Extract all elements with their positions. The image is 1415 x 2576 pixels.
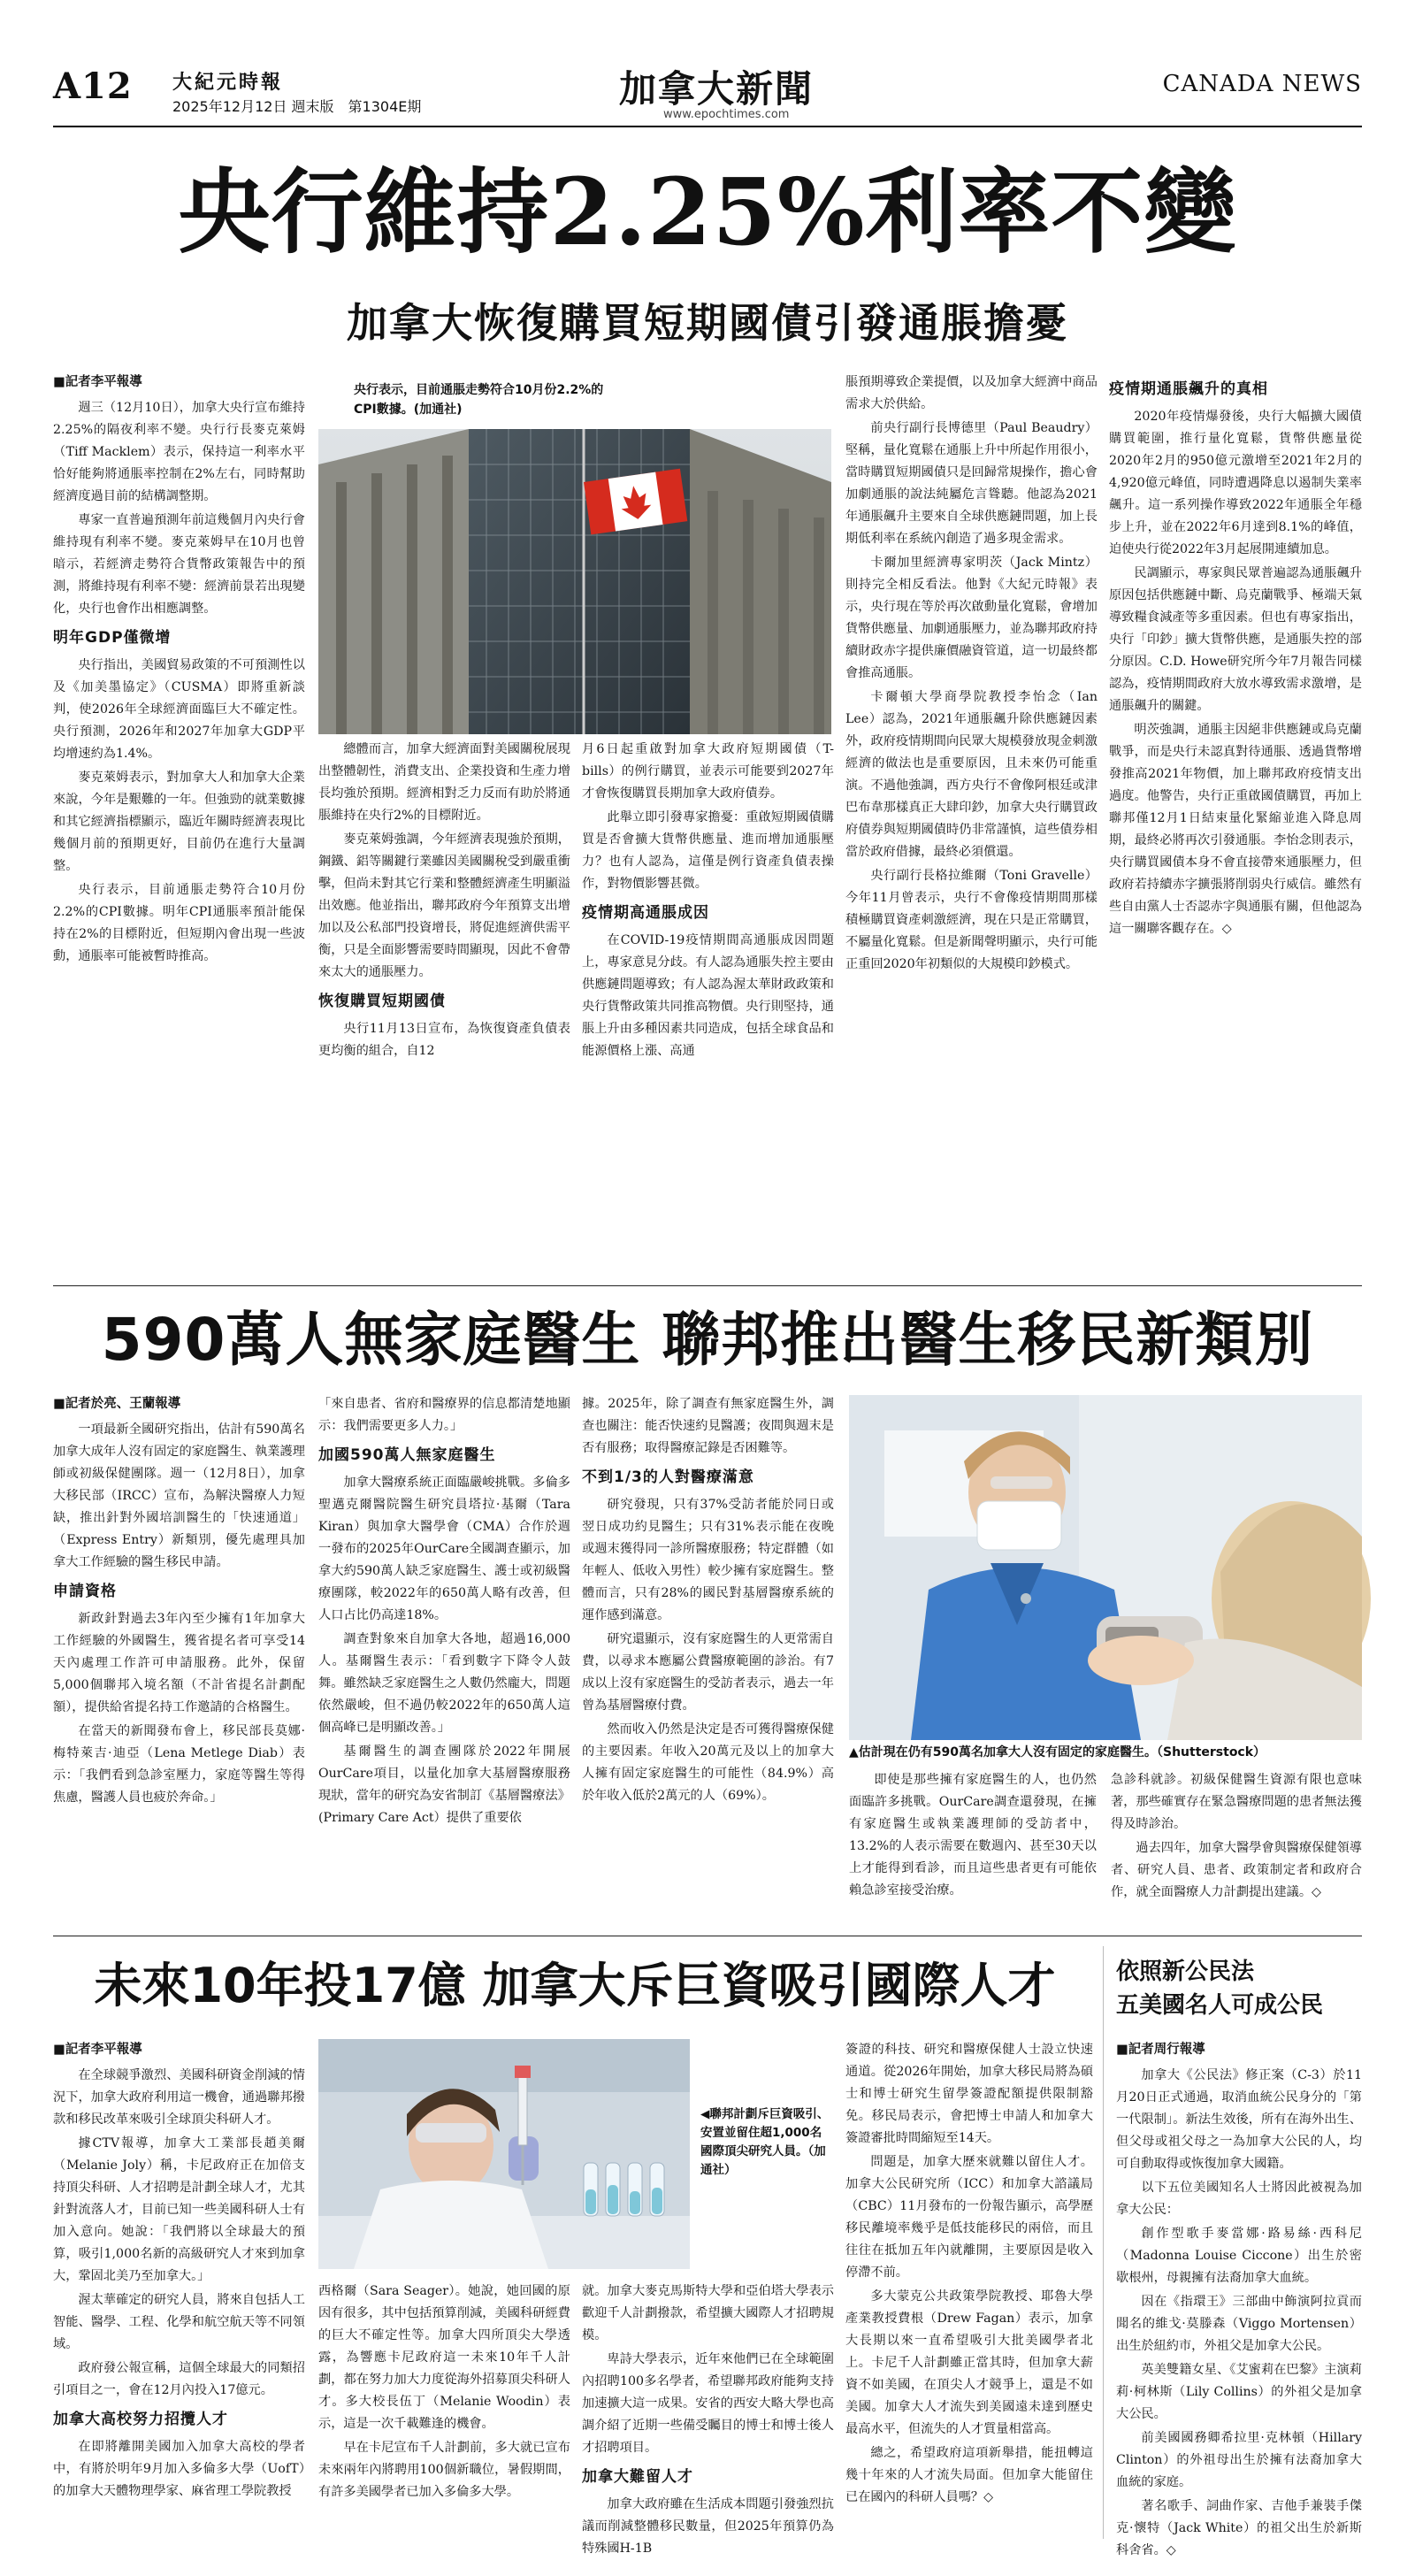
- lab-researcher-photo: [318, 2039, 690, 2269]
- byline: ■記者周行報導: [1116, 2043, 1205, 2057]
- site-url: www.epochtimes.com: [663, 108, 790, 121]
- masthead-rule: [53, 126, 1362, 127]
- a3-col4: 簽證的科技、研究和醫療保健人士設立快速通道。從2026年開始，加拿大移民局將為碩士和博士研究生留學簽證配額提供限制豁免。移民局表示，會把博士申請人和加拿大簽證審批時間縮短至14天。 問題是，加拿大歷來就難以留住人才。加拿大公民研究所（ICC）和加拿大諮議局（CBC）11月發布的一份報告顯示，高學歷移民離境率幾乎是低技能移民的兩倍，而且往往在抵加五年內就離開，主要原因是收入停滯不前。 多大蒙克公共政策學院教授、耶魯大學產業教授費根（Drew Fagan）表示，加拿大長期以來一直希望吸引大批美國學者北上。卡尼千人計劃雖正當其時，但加拿大薪資不如美國，在頂尖人才競爭上，還是不如美國。加拿大人才流失到美國遠未達到歷史最高水平，但流失的人才質量相當高。 總之，希望政府這項新舉措，能扭轉這幾十年來的人才流失局面。但加拿大能留住已在國內的科研人員嗎？◇: [845, 2043, 1093, 2504]
- subheading: 恢復購買短期國債: [318, 993, 446, 1010]
- headline-line: 依照新公民法: [1116, 1959, 1255, 1985]
- photo-caption: ▲估計現在仍有590萬名加拿大人沒有固定的家庭醫生。（Shutterstock）: [849, 1745, 1266, 1760]
- a1-col5: 疫情期通脹飆升的真相 2020年疫情爆發後，央行大幅擴大國債購買範圍，推行量化寬鬆，貨幣供應量從2020年2月的950億元激增至2021年2月的4,920億元峰值，同時遭遇降息以遏制失業率飆升。這一系列操作導致2022年通脹全年穩步上升，並在2022年6月達到8.1%的峰值，迫使央行從2022年3月起展開連續加息。 民調顯示，專家與民眾普遍認為通脹飆升原因包括供應鏈中斷、烏克蘭戰爭、極端天氣導致糧食減產等多重因素。但也有專家指出，央行「印鈔」擴大貨幣供應，是通脹失控的部分原因。C.D. Howe研究所今年7月報告同樣認為，疫情期間政府大放水導致需求激增，是通脹飆升的關鍵。 明茨強調，通脹主因絕非供應鏈或烏克蘭戰爭，而是央行未認真對待通脹、透過貨幣增發推高2021年物價，加上聯邦政府疫情支出過度。他警告，央行正重啟國債購買，再加上聯邦僅12月1日結束量化緊縮並進入降息周期，最終必將再次引發通脹。李怡念則表示，央行購買國債本身不會直接帶來通脹壓力，但政府若持續赤字擴張將削弱央行威信。雖然有些自由黨人士否認赤字與通脹有關，但他認為這一關聯客觀存在。◇: [1109, 380, 1362, 936]
- column-divider: [1103, 1946, 1104, 2539]
- section-rule: [53, 1285, 1362, 1286]
- a1-col4: 脹預期導致企業提價，以及加拿大經濟中商品需求大於供給。 前央行副行長博德里（Paul Beaudry）堅稱，量化寬鬆在通脹上升中所起作用很小，當時購買短期國債只是回歸常規操作，擔心會加劇通脹的說法純屬危言聳聽。他認為2021年通脹飆升主要來自全球供應鏈問題，加上長期低利率在系統內創造了過多現金需求。 卡爾加里經濟專家明茨（Jack Mintz）則持完全相反看法。他對《大紀元時報》表示，央行現在等於再次啟動量化寬鬆，會增加貨幣供應量、加劇通脹壓力，並為聯邦政府持續財政赤字提供廉價融資管道，這一切最終都會推高通脹。 卡爾頓大學商學院教授李怡念（Ian Lee）認為，2021年通脹飆升除供應鏈因素外，政府疫情期間向民眾大規模發放現金刺激經濟的做法也是重要原因，且未來仍可能重演。不過他強調，西方央行不會像阿根廷或津巴布韋那樣真正大肆印鈔，加拿大央行購買政府債券與短期國債時仍非常謹慎，這些債券相當於政府借據，最終必須償還。 央行副行長格拉維爾（Toni Gravelle）今年11月曾表示，央行不會像疫情期間那樣積極購買資產刺激經濟，現在只是正常購買，不屬量化寬鬆。但是新聞聲明顯示，央行可能正重回2020年初類似的大規模印鈔模式。: [845, 375, 1098, 971]
- masthead: [53, 53, 1362, 124]
- date-line: 2025年12月12日 週末版 第1304E期: [172, 98, 422, 115]
- headline-citizenship: [1116, 1955, 1362, 2022]
- a3-col1: ■記者李平報導 在全球競爭激烈、美國科研資金削減的情況下，加拿大政府利用這一機會，通過聯邦撥款和移民改革來吸引全球頂尖科研人才。 據CTV報導，加拿大工業部長趙美爾（Melanie Joly）稱，卡尼政府正在加倍支持頂尖科研、人才招聘是計劃全球人才，尤其針對流落人才，目前已知一些美國科研人士有加入意向。她說：「我們將以全球最大的預算，吸引1,000名新的高級研究人才來到加拿大，鞏固北美乃至加拿大。」 渥太華確定的研究人員，將來自包括人工智能、醫學、工程、化學和航空航天等不同領域。 政府發公報宣稱，這個全球最大的同類招引項目之一，會在12月內投入17億元。 加拿大高校努力招攬人才 在即將離開美國加入加拿大高校的學者中，有將於明年9月加入多倫多大學（UofT）的加拿大天體物理學家、麻省理工學院教授: [53, 2039, 305, 2534]
- subheading: 不到1/3的人對醫療滿意: [582, 1468, 754, 1486]
- a2-col1: ■記者於亮、王蘭報導 一項最新全國研究指出，估計有590萬名加拿大成年人沒有固定的家庭醫生、執業護理師或初級保健團隊。週一（12月8日），加拿大移民部（IRCC）宣布，為解決醫療人力短缺，推出針對外國培訓醫生的「快速通道」（Express Entry）新類別，優先處理具加拿大工作經驗的醫生移民申請。 申請資格 新政針對過去3年內至少擁有1年加拿大工作經驗的外國醫生，獲省提名者可享受14天內處理工作許可申請服務。此外，保留5,000個聯邦入境名額（不計省提名計劃配額），提供給省提名持工作邀請的合格醫生。 在當天的新聞發布會上，移民部長莫娜·梅特萊吉·迪亞（Lena Metlege Diab）表示：「我們看到急診室壓力，家庭等醫生等得焦慮，醫護人員也疲於奔命。」: [53, 1393, 305, 1924]
- subheading: 疫情期通脹飆升的真相: [1109, 380, 1268, 398]
- subheading: 加國590萬人無家庭醫生: [318, 1446, 496, 1464]
- subhead-rate: 加拿大恢復購買短期國債引發通脹擔憂: [347, 299, 1068, 347]
- byline: ■記者於亮、王蘭報導: [53, 1397, 181, 1411]
- a3-col3: 就。加拿大麥克馬斯特大學和亞伯塔大學表示歡迎千人計劃撥款，希望擴大國際人才招聘規模。 卑詩大學表示，近年來他們已在全球範圍內招聘100多名學者，希望聯邦政府能夠支持加速擴大這一成果。安省的西安大略大學也高調介紹了近期一些備受矚目的博士和博士後人才招聘項目。 加拿大難留人才 加拿大政府雖在生活成本問題引發強烈抗議而削減整體移民數量，但2025年預算仍為特殊國H-1B: [582, 2284, 834, 2556]
- byline: ■記者李平報導: [53, 375, 142, 389]
- doctor-patient-photo: [849, 1395, 1362, 1740]
- byline: ■記者李平報導: [53, 2043, 142, 2057]
- a1-col2: 總體而言，加拿大經濟面對美國關稅展現出整體韌性，消費支出、企業投資和生產力增長均強於預期。經濟相對乏力反而有助於將通脹維持在央行2%的目標附近。 麥克萊姆強調，今年經濟表現強於預期，鋼鐵、鋁等關鍵行業雖因美國關稅受到嚴重衝擊，但尚未對其它行業和整體經濟產生明顯溢出效應。他並指出，聯邦政府今年預算支出增加以及公私部門投資增長，將促進經濟供需平衡，只是全面影響需要時間顯現，因此不會帶來太大的通脹壓力。 恢復購買短期國債 央行11月13日宣布，為恢復資產負債表更均衡的組合，自12: [318, 742, 570, 1058]
- headline-doctors: 590萬人無家庭醫生 聯邦推出醫生移民新類別: [101, 1306, 1314, 1374]
- paper-name: 大紀元時報: [172, 71, 284, 94]
- a2-col2: 「來自患者、省府和醫療界的信息都清楚地顯示：我們需要更多人力。」 加國590萬人無家庭醫生 加拿大醫療系統正面臨嚴峻挑戰。多倫多聖邁克爾醫院醫生研究員塔拉·基爾（Tara Kiran）與加拿大醫學會（CMA）合作於週一發布的2025年OurCare全國調查顯示，加拿大約590萬人缺乏家庭醫生、護士或初級醫療團隊，較2022年的650萬人略有改善，但人口占比仍高達18%。 調查對象來自加拿大各地，超過16,000人。基爾醫生表示：「看到數字下降令人鼓舞。雖然缺乏家庭醫生之人數仍然龐大，問題依然嚴峻，但不過仍較2022年的650萬人這個高峰已是明顯改善。」 基爾醫生的調查團隊於2022年開展OurCare項目，以量化加拿大基層醫療服務現狀，當年的研究為安省制訂《基層醫療法》(Primary Care Act）提供了重要依: [318, 1397, 570, 1825]
- a1-col1: ■記者李平報導 週三（12月10日），加拿大央行宣布維持2.25%的隔夜利率不變。央行行長麥克萊姆（Tiff Macklem）表示，保持這一利率水平恰好能夠將通脹率控制在2%左右，同時幫助經濟度過目前的結構調整期。 專家一直普遍預測年前這幾個月內央行會維持現有利率不變。麥克萊姆早在10月也曾暗示，若經濟走勢符合貨幣政策報告中的預測，將維持現有利率不變：經濟前景若出現變化，央行也會作出相應調整。 明年GDP僅微增 央行指出，美國貿易政策的不可預測性以及《加美墨協定》（CUSMA）即將重新談判，使2026年全球經濟面臨巨大不確定性。央行預測，2026年和2027年加拿大GDP平均增速約為1.4%。 麥克萊姆表示，對加拿大人和加拿大企業來說，今年是艱難的一年。但強勁的就業數據和其它經濟指標顯示，臨近年關時經濟表現比幾個月前的預期更好，目前仍在進行大量調整。 央行表示，目前通脹走勢符合10月份2.2%的CPI數據。明年CPI通脹率預計能保持在2%的目標附近，但短期內會出現一些波動，通脹率可能被暫時推高。: [53, 372, 305, 1274]
- subheading: 加拿大難留人才: [582, 2468, 693, 2486]
- section-title: 加拿大新聞: [619, 67, 815, 111]
- section-title-en: CANADA NEWS: [1162, 71, 1362, 97]
- bank-building-photo: [318, 429, 831, 734]
- subheading: 加拿大高校努力招攬人才: [53, 2411, 228, 2428]
- photo-caption: ◀聯邦計劃斥巨資吸引、安置並留住超1,000名國際頂尖研究人員。（加通社）: [700, 2107, 830, 2177]
- a4-col: ■記者周行報導 加拿大《公民法》修正案（C-3）於11月20日正式通過，取消血統公民身分的「第一代限制」。新法生效後，所有在海外出生、但父母或祖父母之一為加拿大公民的人，均可自動取得或恢復加拿大國籍。 以下五位美國知名人士將因此被視為加拿大公民： 創作型歌手麥當娜·路易絲·西科尼（Madonna Louise Ciccone）出生於密歇根州，母親擁有法裔加拿大血統。 因在《指環王》三部曲中飾演阿拉貢而聞名的維戈·莫滕森（Viggo Mortensen）出生於紐約市，外祖父是加拿大公民。 英美雙籍女星、《艾蜜莉在巴黎》主演莉莉·柯林斯（Lily Collins）的外祖父是加拿大公民。 前美國國務卿希拉里·克林頓（Hillary Clinton）的外祖母出生於擁有法裔加拿大血統的家庭。 著名歌手、詞曲作家、吉他手兼裝手傑克·懷特（Jack White）的祖父出生於新斯科舍省。◇: [1116, 2039, 1362, 2534]
- photo-caption: 央行表示，目前通脹走勢符合10月份2.2%的CPI數據。(加通社): [354, 383, 604, 417]
- subheading: 明年GDP僅微增: [53, 629, 172, 647]
- a1-col3: 月6日起重啟對加拿大政府短期國債（T-bills）的例行購買，並表示可能要到2027年才會恢復購買長期加拿大政府債券。 此舉立即引發專家擔憂：重啟短期國債購買是否會擴大貨幣供應量、進而增加通脹壓力？也有人認為，這僅是例行資產負債表操作，對物價影響甚微。 疫情期高通脹成因 在COVID-19疫情期間高通脹成因問題上，專家意見分歧。有人認為通脹失控主要由供應鏈問題導致；有人認為渥太華財政政策和央行貨幣政策共同推高物價。央行則堅持，通脹上升由多種因素共同造成，包括全球食品和能源價格上漲、高通: [582, 742, 834, 1058]
- headline-line: 五美國名人可成公民: [1116, 1992, 1324, 2019]
- a2-col5: 急診科就診。初級保健醫生資源有限也意味著，那些確實存在緊急醫療問題的患者無法獲得及時診治。 過去四年，加拿大醫學會與醫療保健領導者、研究人員、患者、政策制定者和政府合作，就全面醫療人力計劃提出建議。◇: [1111, 1773, 1362, 1899]
- page-number: A12: [53, 65, 133, 107]
- a3-col2: 西格爾（Sara Seager）。她說，她回國的原因有很多，其中包括預算削減，美國科研經費的巨大不確定性等。加拿大四所頂尖大學透露，為響應卡尼政府這一未來10年千人計劃，都在努力加大力度從海外招募頂尖科研人才。多大校長伍丁（Melanie Woodin）表示，這是一次千載難逢的機會。 早在卡尼宣布千人計劃前，多大就已宣布未來兩年內將聘用100個新職位，暑假期間，有許多美國學者已加入多倫多大學。: [318, 2284, 570, 2499]
- subheading: 疫情期高通脹成因: [582, 904, 709, 922]
- headline-rate: 央行維持2.25%利率不變: [178, 157, 1237, 266]
- a2-col4: 即使是那些擁有家庭醫生的人，也仍然面臨許多挑戰。OurCare調查還發現，在擁有家庭醫生或執業護理師的受訪者中，13.2%的人表示需要在數週內、甚至30天以上才能得到看診，而且這些患者更有可能依賴急診室接受治療。: [849, 1773, 1097, 1898]
- headline-talent: 未來10年投17億 加拿大斥巨資吸引國際人才: [94, 1958, 1056, 2013]
- subheading: 申請資格: [53, 1583, 117, 1600]
- a2-col3: 據。2025年，除了調查有無家庭醫生外，調查也關注：能否快速約見醫護；夜間與週末是否有服務；取得醫療記錄是否困難等。 不到1/3的人對醫療滿意 研究發現，只有37%受訪者能於同日或翌日成功約見醫生；只有31%表示能在夜晚或週末獲得同一診所醫療服務；特定群體（如年輕人、低收入男性）較少擁有家庭醫生。整體而言，只有28%的國民對基層醫療系統的運作感到滿意。 研究還顯示，沒有家庭醫生的人更常需自費，以尋求本應屬公費醫療範圍的診治。有7成以上沒有家庭醫生的受訪者表示，過去一年曾為基層醫療付費。 然而收入仍然是決定是否可獲得醫療保健的主要因素。年收入20萬元及以上的加拿大人擁有固定家庭醫生的可能性（84.9%）高於年收入低於2萬元的人（69%）。: [582, 1397, 834, 1803]
